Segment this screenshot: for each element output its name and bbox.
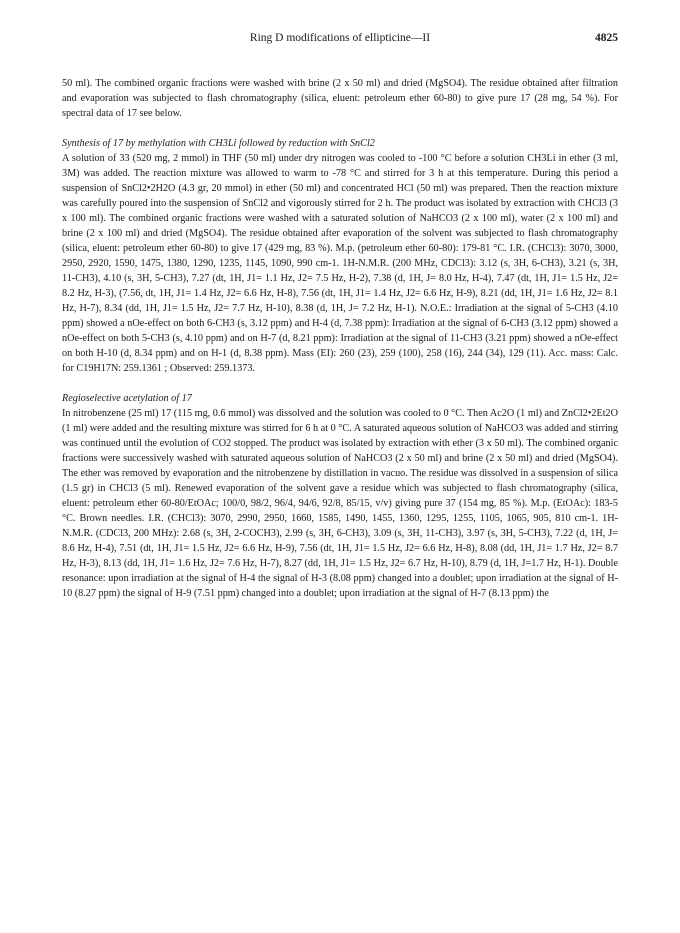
page-number: 4825	[595, 32, 618, 44]
body-text	[62, 76, 618, 601]
section-heading-synthesis: Synthesis of 17 by methylation with CH3Li followed by reduction with SnCl2	[62, 138, 375, 149]
running-title: Ring D modifications of ellipticine—II	[249, 32, 431, 44]
paragraph-continuation: 50 ml). The combined organic fractions were washed with brine (2 x 50 ml) and dried (MgSO4). The residue obtained after filtration and evaporation was subjected to flash chromatography (silica, eluent: petroleum ether 60-80) to give pure 17 (28 mg, 54 %). For spectral data of 17 see below.	[62, 78, 618, 119]
section-heading-acetylation: Regioselective acetylation of 17	[62, 393, 192, 404]
paragraph-acetylation: In nitrobenzene (25 ml) 17 (115 mg, 0.6 mmol) was dissolved and the solution was cooled to 0 °C. Then Ac2O (1 ml) and ZnCl2•2Et2O (1 ml) were added and the resulting mixture was stirred for 6 h at 0 °C. A saturated aqueous solution of NaHCO3 was added and stirring was continued until the evolution of CO2 stopped. The product was isolated by extraction with ether (3 x 50 ml). The combined organic fractions were successively washed with saturated aqueous solution of NaHCO3 (2 x 50 ml) and brine (2 x 50 ml) and dried (MgSO4). The ether was removed by evaporation and the nitrobenzene by distillation in vacuo. The residue was dissolved in a suspension of silica (1.5 gr) in CHCl3 (5 ml). Renewed evaporation of the solvent gave a residue which was subjected to flash chromatography (silica, eluent: petroleum ether 60-80/EtOAc; 100/0, 98/2, 96/4, 94/6, 92/8, 85/15, v/v) giving pure 37 (154 mg, 85 %). M.p. (EtOAc): 183-5 °C. Brown needles. I.R. (CHCl3): 3070, 2990, 2950, 1660, 1585, 1490, 1455, 1360, 1295, 1255, 1105, 1065, 905, 810 cm-1. 1H-N.M.R. (CDCl3, 200 MHz): 2.68 (s, 3H, 2-COCH3), 2.99 (s, 3H, 6-CH3), 3.09 (s, 3H, 11-CH3), 3.97 (s, 3H, 5-CH3), 7.22 (d, 1H, J= 8.6 Hz, H-4), 7.51 (dt, 1H, J1= 1.5 Hz, J2= 6.6 Hz, H-9), 7.56 (dt, 1H, J1= 1.5 Hz, J2= 6.6 Hz, H-8), 8.08 (dd, 1H, J1= 1.7 Hz, J2= 8.7 Hz, H-3), 8.13 (dd, 1H, J1= 1.6 Hz, J2= 7.6 Hz, H-7), 8.27 (dd, 1H, J1= 1.5 Hz, J2= 6.7 Hz, H-10), 8.79 (d, 1H, J=1.7 Hz, H-1). Double resonance: upon irradiation at the signal of H-4 the signal of H-3 (8.08 ppm) changed into a doublet; upon irradiation at the signal of H-10 (8.27 ppm) the signal of H-9 (7.51 ppm) changed into a doublet; upon irradiation at the signal of H-7 (8.13 ppm) the	[62, 408, 618, 599]
paragraph-synthesis: A solution of 33 (520 mg, 2 mmol) in THF (50 ml) under dry nitrogen was cooled to -100 °C before a solution CH3Li in ether (3 ml, 3M) was added. The reaction mixture was allowed to warm to -78 °C and stirred for 3 h at this temperature. During this period a suspension of SnCl2•2H2O (4.3 gr, 20 mmol) in ether (50 ml) and concentrated HCl (50 ml) was prepared. Then the reaction mixture was carefully poured into the suspension of SnCl2 and vigorously stirred for 2 h. The product was isolated by extraction with CHCl3 (3 x 100 ml). The combined organic fractions were washed with a saturated solution of NaHCO3 (2 x 100 ml), water (2 x 100 ml) and brine (2 x 100 ml) and dried (MgSO4). The residue obtained after evaporation of the solvent was subjected to flash chromatography (silica, eluent: petroleum ether 60-80) to give 17 (429 mg, 83 %). M.p. (petroleum ether 60-80): 179-81 °C. I.R. (CHCl3): 3070, 3000, 2950, 2920, 1590, 1475, 1380, 1290, 1235, 1145, 1090, 990 cm-1. 1H-N.M.R. (200 MHz, CDCl3): 3.12 (s, 3H, 6-CH3), 3.21 (s, 3H, 11-CH3), 4.10 (s, 3H, 5-CH3), 7.27 (dt, 1H, J1= 1.1 Hz, J2= 7.5 Hz, H-2), 7.38 (d, 1H, J= 8.0 Hz, H-4), 7.47 (dt, 1H, J1= 1.5 Hz, J2= 8.2 Hz, H-3), (7.56, dt, 1H, J1= 1.4 Hz, J2= 6.6 Hz, H-8), 7.56 (dt, 1H, J1= 1.4 Hz, J2= 6.6 Hz, H-9), 8.21 (dd, 1H, J1= 1.6 Hz, J2= 8.1 Hz, H-7), 8.34 (dd, 1H, J1= 1.5 Hz, J2= 7.7 Hz, H-10), 8.38 (d, 1H, J= 7.2 Hz, H-1). N.O.E.: Irradiation at the signal of 5-CH3 (4.10 ppm) showed a nOe-effect on both 6-CH3 (s, 3.12 ppm) and H-4 (d, 7.38 ppm): Irradiation at the signal of 6-CH3 (3.12 ppm) showed a nOe-effect on both 5-CH3 (s, 4.10 ppm) and on H-7 (d, 8.21 ppm): Irradiation at the signal of 11-CH3 (3.21 ppm) showed a nOe-effect on both H-10 (d, 8.34 ppm) and on H-1 (d, 8.38 ppm). Mass (EI): 260 (23), 259 (100), 258 (16), 244 (34), 129 (11). Acc. mass: Calc. for C19H17N: 259.1361 ; Observed: 259.1373.	[62, 153, 618, 374]
page-header	[62, 32, 618, 48]
